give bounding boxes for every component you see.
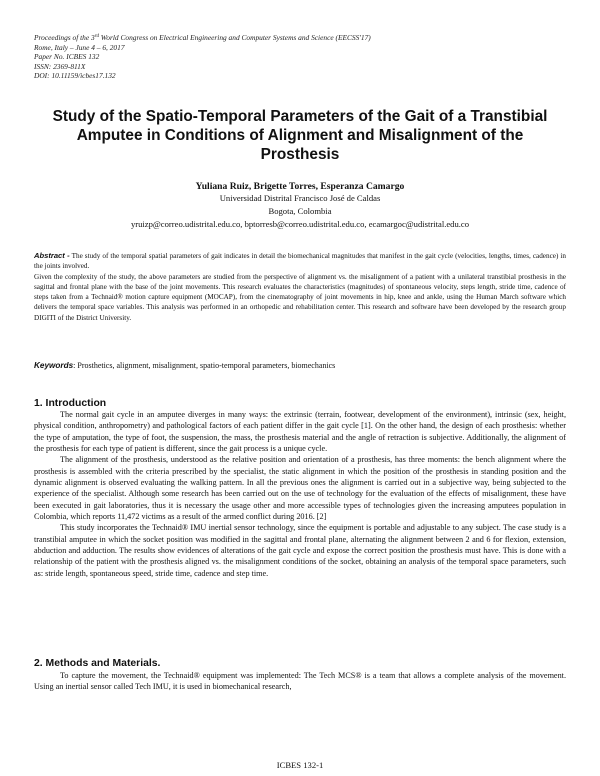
author-emails: yruizp@correo.udistrital.edu.co, bptorresb@correo.udistrital.edu.co, ecamargoc@udistrital.edu.co bbox=[130, 219, 470, 229]
paper-title: Study of the Spatio-Temporal Parameters of the Gait of a Transtibial Amputee in Conditions of Alignment and Misalignment of the Prosthesis bbox=[52, 108, 548, 163]
keywords-label: Keywords bbox=[34, 361, 74, 370]
paragraph: This study incorporates the Technaid® IMU inertial sensor technology, since the equipment is portable and adjustable to any subject. The case study is a transtibial amputee in which the socket position was modified in the sagittal and frontal plane, alternating the alignment between 2 and 6 for flexion, extension, abduction and adduction. The results show evidences of alterations of the gait cycle and expose the correct position the prosthesis must have. This is done with a relationship of the patient with the prosthesis aligned vs. the misalignment conditions of the socket, obtaining an analysis of the temporal space parameters, such as: stride length, spontaneous speed, stride time, cadence and step time. bbox=[34, 523, 566, 578]
author-list: Yuliana Ruiz, Brigette Torres, Esperanza Camargo bbox=[195, 181, 405, 192]
issn: ISSN: 2369-811X bbox=[34, 61, 86, 71]
keywords bbox=[34, 360, 566, 371]
keywords-text: : Prosthetics, alignment, misalignment, spatio-temporal parameters, biomechanics bbox=[73, 361, 336, 370]
section-heading-methods: 2. Methods and Materials. bbox=[34, 658, 161, 669]
abstract bbox=[34, 251, 566, 323]
abstract-label: Abstract - bbox=[34, 251, 70, 260]
paragraph: The normal gait cycle in an amputee diverges in many ways: the extrinsic (terrain, footwear, development of the environment), intrinsic (sex, height, physical condition, anthropometry) and pathological factors of each patient differ in the gait cycle [1]. On the other hand, the design of each prosthesis: whether the type of amputation, the type of foot, the suspension, the mass, the prosthesis material and the angle of retraction is subjective. Additionally, the alignment of the prosthesis for each type of patient is different, since the gait process is a unique cycle. bbox=[34, 410, 566, 454]
section-heading-introduction: 1. Introduction bbox=[34, 398, 107, 409]
section-body-introduction bbox=[34, 409, 566, 579]
ordinal-suffix: rd bbox=[94, 34, 99, 39]
abstract-paragraph: Abstract - The study of the temporal spatial parameters of gait indicates in detail the biomechanical magnitudes that manifest in the gait cycle (velocities, lengths, times, cadence) in the joints involved. bbox=[34, 251, 566, 271]
abstract-paragraph: Given the complexity of the study, the above parameters are studied from the perspective of alignment vs. the misalignment of a patient with a unilateral transtibial prosthesis in the sagittal and frontal plane with the base of the joint movements. This research evaluates the characteristics (magnitudes) of spontaneous velocity, steps length, stride time, cadence of steps taken from a Technaid® motion capture equipment (MOCAP), from the cinematography of joint movements in hip, knee and ankle, using the Human March software which delivers the temporal space variables. This analysis was performed in an orthopedic and rehabilitation center. This research and software have been developed by the research group DIGITI of the District University. bbox=[34, 272, 566, 322]
proceedings-line: Proceedings of the 3rd World Congress on Electrical Engineering and Computer Systems and Science (EECSS'17) bbox=[34, 33, 371, 42]
conference-location: Rome, Italy – June 4 – 6, 2017 bbox=[34, 42, 125, 52]
affiliation: Universidad Distrital Francisco José de Caldas bbox=[219, 193, 381, 203]
doi: DOI: 10.11159/icbes17.132 bbox=[34, 71, 116, 81]
proceedings-header bbox=[34, 33, 564, 81]
paper-number: Paper No. ICBES 132 bbox=[34, 52, 100, 62]
paragraph: To capture the movement, the Technaid® equipment was implemented: The Tech MCS® is a team that allows a complete analysis of the movement. Using an inertial sensor called Tech IMU, it is used in biomechanical research, bbox=[34, 671, 566, 692]
section-body-methods bbox=[34, 670, 566, 693]
page-footer: ICBES 132-1 bbox=[276, 760, 324, 770]
paragraph: The alignment of the prosthesis, understood as the relative position and orientation of a prosthesis, has three moments: the bench alignment where the prosthesis is assembled with the criteria prescribed by the specialist, the static alignment in which the position of the prosthesis in standing position and the dynamic alignment is observed evaluating the walking pattern. In all the previous ones the alignment is carried out in a subjective way, being subjected to the experience of the specialist. Although some research has been carried out on the use of technology for the evaluation of the effects of misalignment, these have been executed in gait laboratories, thus it is necessary the usage other and more accessible types of technologies given the increasing amputees population in Colombia, which reports 11,472 victims as a result of the armed conflict during 2016. [2] bbox=[34, 455, 566, 522]
location: Bogota, Colombia bbox=[268, 206, 332, 216]
